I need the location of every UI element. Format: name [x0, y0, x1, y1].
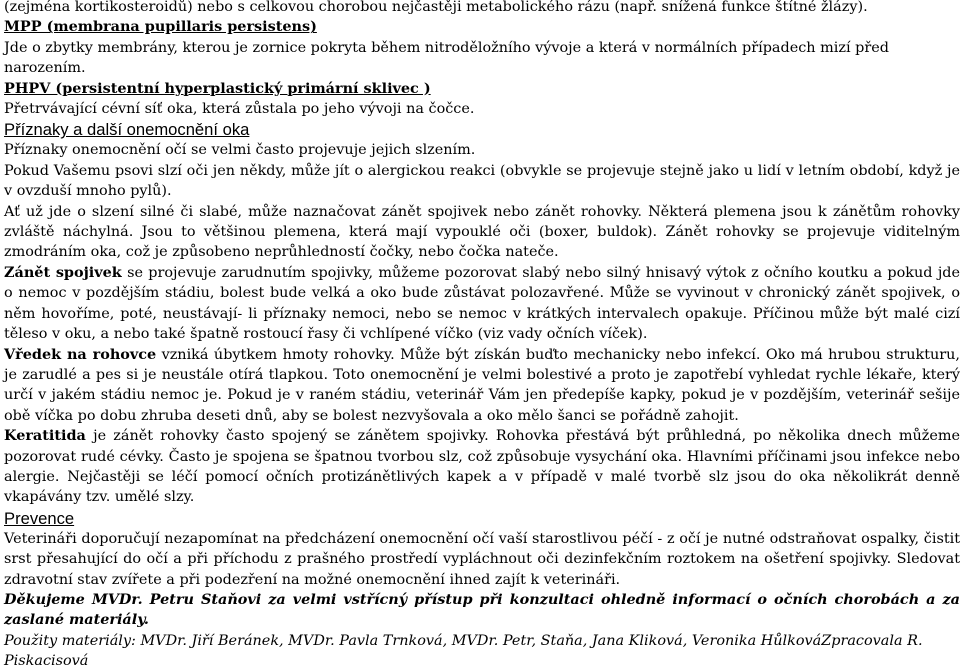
phpv-text: Přetrvávající cévní síť oka, která zůstala po jeho vývoji na čočce.	[4, 101, 475, 118]
symptoms-paragraph-2: Pokud Vašemu psovi slzí oči jen někdy, může jít o alergickou reakci (obvykle se projevuje stejně jako u lidí v letním období, když je v ovzduší mnoho pylů).	[4, 162, 960, 200]
mpp-text: Jde o zbytky membrány, kterou je zornice pokryta během nitroděložního vývoje a která v normálních případech mizí před narozením.	[4, 39, 889, 77]
ulcer-term: Vředek na rohovce	[4, 345, 157, 363]
mpp-heading: MPP (membrana pupillaris persistens)	[4, 18, 317, 36]
keratitis-paragraph	[4, 426, 960, 508]
conjunctivitis-text: se projevuje zarudnutím spojivky, můžeme pozorovat slabý nebo silný hnisavý výtok z očního koutku a pokud jde o nemoc v pozdějším stádiu, bolest bude velká a oko bude zůstávat polozavřené. Může se vyvinout v chronický zánět spojivek, o něm hovoříme, poté, neustávají- li příznaky nemoci, nebo se nemoc v krátkých intervalech opakuje. Příčinou může být malé cizí těleso v oku, a nebo také špatně rostoucí řasy či vchlípené víčko (viz vady očních víček).	[4, 264, 960, 343]
intro-line: (zejména kortikosteroidů) nebo s celkovou chorobou nejčastěji metabolického rázu (např. snížená funkce štítné žlázy).	[4, 0, 868, 15]
keratitis-text: je zánět rohovky často spojený se zánětem spojivky. Rohovka přestává být průhledná, po několika dnech můžeme pozorovat rudé cévky. Často je spojena se špatnou tvorbou slz, což způsobuje vysychání oka. Hlavními příčinami jsou infekce nebo alergie. Nejčastěji se léčí pomocí očních protizánětlivých kapek a v případě v malé tvorbě slz jsou do oka několikrát denně vkapávány tzv. umělé slzy.	[4, 428, 960, 506]
prevention-heading: Prevence	[4, 508, 75, 528]
symptoms-paragraph-3: Ať už jde o slzení silné či slabé, může naznačovat zánět spojivek nebo zánět rohovky. Některá plemena jsou k zánětům rohovky zvláště náchylná. Jsou to většinou plemena, která mají vypouklé oči (boxer, buldok). Zánět rohovky se projevuje viditelným zmodráním oka, což je způsobeno neprůhledností čočky, nebo čočka nateče.	[4, 203, 960, 261]
keratitis-term: Keratitida	[4, 427, 86, 445]
conjunctivitis-paragraph	[4, 263, 960, 345]
symptoms-heading: Příznaky a další onemocnění oka	[4, 120, 250, 140]
ulcer-paragraph	[4, 345, 960, 427]
symptoms-paragraph-1: Příznaky onemocnění očí se velmi často projevuje jejich slzením.	[4, 142, 476, 159]
credits-paragraph: Použity materiály: MVDr. Jiří Beránek, MVDr. Pavla Trnková, MVDr. Petr, Staňa, Jana Kliková, Veronika HůlkováZpracovala R. Piskacisová	[4, 632, 923, 670]
prevention-paragraph: Veterináři doporučují nezapomínat na předcházení onemocnění očí vaší starostlivou péčí - z očí je nutné odstraňovat ospalky, čistit srst přesahující do očí a při příchodu z prašného prostředí vypláchnout oči dezinfekčním roztokem na ošetření spojivky. Sledovat zdravotní stav zvířete a při podezření na možné onemocnění ihned zajít k veterináři.	[4, 530, 960, 588]
ulcer-text: vzniká úbytkem hmoty rohovky. Může být získán buďto mechanicky nebo infekcí. Oko má hrubou strukturu, je zarudlé a pes si je neustále otírá tlapkou. Toto onemocnění je velmi bolestivé a proto je zapotřebí vyhledat rychle lékaře, který určí v jakém stádiu nemoc je. Pokud je v raném stádiu, veterinář Vám jen předepíše kapky, pokud je v pozdějším, veterinář sešije obě víčka po dobu zhruba deseti dnů, aby se bolest nezvyšovala a oko mělo šanci se pořádně zahojit.	[4, 346, 960, 424]
phpv-heading: PHPV (persistentní hyperplastický primární sklivec )	[4, 79, 431, 97]
conjunctivitis-term: Zánět spojivek	[4, 263, 122, 281]
thanks-paragraph: Děkujeme MVDr. Petru Staňovi za velmi vstřícný přístup při konzultaci ohledně informací o očních chorobách a za zaslané materiály.	[4, 590, 960, 629]
